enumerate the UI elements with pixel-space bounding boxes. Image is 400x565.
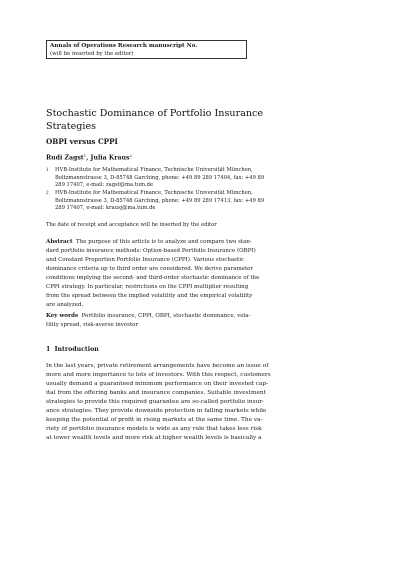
- keywords-line: Portfolio insurance, CPPI, OBPI, stochastic dominance, vola-: [81, 313, 251, 319]
- author-name: Julia Kraus: [90, 154, 130, 162]
- abstract-line: are analyzed.: [46, 302, 84, 308]
- author-separator: ,: [86, 154, 91, 162]
- affiliation-number: 2: [46, 190, 49, 195]
- body-line: ital from the offering banks and insurance companies. Suitable investment: [46, 390, 266, 396]
- keywords-line: tility spread, risk-averse investor: [46, 322, 139, 328]
- editor-note: (will be inserted by the editor): [50, 50, 134, 57]
- abstract-line: dard portfolio insurance methods: Option-based Portfolio Insurance (OBPI): [46, 248, 256, 254]
- section-title: Introduction: [54, 346, 99, 353]
- affiliation-line: 289 17407, e-mail: krausj@ma.tum.de: [55, 205, 156, 211]
- affiliation-mark: 2: [129, 153, 132, 158]
- affiliation-line: HVB-Institute for Mathematical Finance, Technische Universität München,: [55, 190, 253, 196]
- keywords-label: Key words: [46, 313, 79, 319]
- body-line: riety of portfolio insurance models is wide as any rule that takes less risk: [46, 426, 262, 432]
- body-line: more and more importance to lots of investors. With this respect, customers: [46, 372, 271, 378]
- abstract-label: Abstract: [46, 239, 73, 245]
- receipt-note: The date of receipt and acceptance will be inserted by the editor: [46, 222, 217, 228]
- body-line: ance strategies. They provide downside protection in falling markets while: [46, 408, 267, 414]
- body-line: at lower wealth levels and more risk at higher wealth levels is basically a: [46, 435, 262, 441]
- abstract-line: CPPI strategy. In particular, restrictions on the CPPI multiplier resulting: [46, 284, 249, 290]
- journal-header-box: [46, 40, 247, 59]
- paper-subtitle: OBPI versus CPPI: [46, 137, 118, 146]
- body-line: keeping the potential of profit in rising markets at the same time. The va-: [46, 417, 263, 423]
- affiliation-line: HVB-Institute for Mathematical Finance, Technische Universität München,: [55, 167, 253, 173]
- abstract-line: dominance criteria up to third order are considered. We derive parameter: [46, 266, 254, 272]
- section-heading: [46, 346, 99, 353]
- affiliation-line: 289 17407, e-mail: zagst@ma.tum.de: [55, 182, 154, 188]
- author-name: Rudi Zagst: [46, 154, 84, 162]
- paper-title: [46, 108, 306, 133]
- affiliation-line: Boltzmannstrasse 3, D-85748 Garching, phone: +49 89 289 17413, fax: +49 89: [55, 197, 265, 204]
- body-line: usually demand a guaranteed minimum performance on their invested cap-: [46, 381, 269, 387]
- abstract-line: and Constant Proportion Portfolio Insurance (CPPI). Various stochastic: [46, 257, 245, 263]
- affiliation-number: 1: [46, 167, 49, 172]
- title-line-1: Stochastic Dominance of Portfolio Insurance: [46, 108, 264, 119]
- affiliation-line: Boltzmannstrasse 3, D-85748 Garching, phone: +49 89 289 17404, fax: +49 89: [55, 174, 265, 181]
- abstract-line: conditions implying the second- and third-order stochastic dominance of the: [46, 275, 260, 281]
- body-line: strategies to provide this required guarantee are so-called portfolio insur-: [46, 399, 265, 405]
- journal-name: Annals of Operations Research manuscript No.: [50, 43, 198, 49]
- author-list: [46, 153, 132, 162]
- abstract-line: from the spread between the implied volatility and the empirical volatility: [46, 293, 253, 299]
- section-number: 1: [46, 346, 51, 353]
- abstract-line: The purpose of this article is to analyze and compare two stan-: [76, 239, 252, 245]
- body-line: In the last years, private retirement arrangements have become an issue of: [46, 363, 269, 369]
- title-line-2: Strategies: [46, 120, 97, 132]
- affiliation-mark: 1: [83, 153, 87, 158]
